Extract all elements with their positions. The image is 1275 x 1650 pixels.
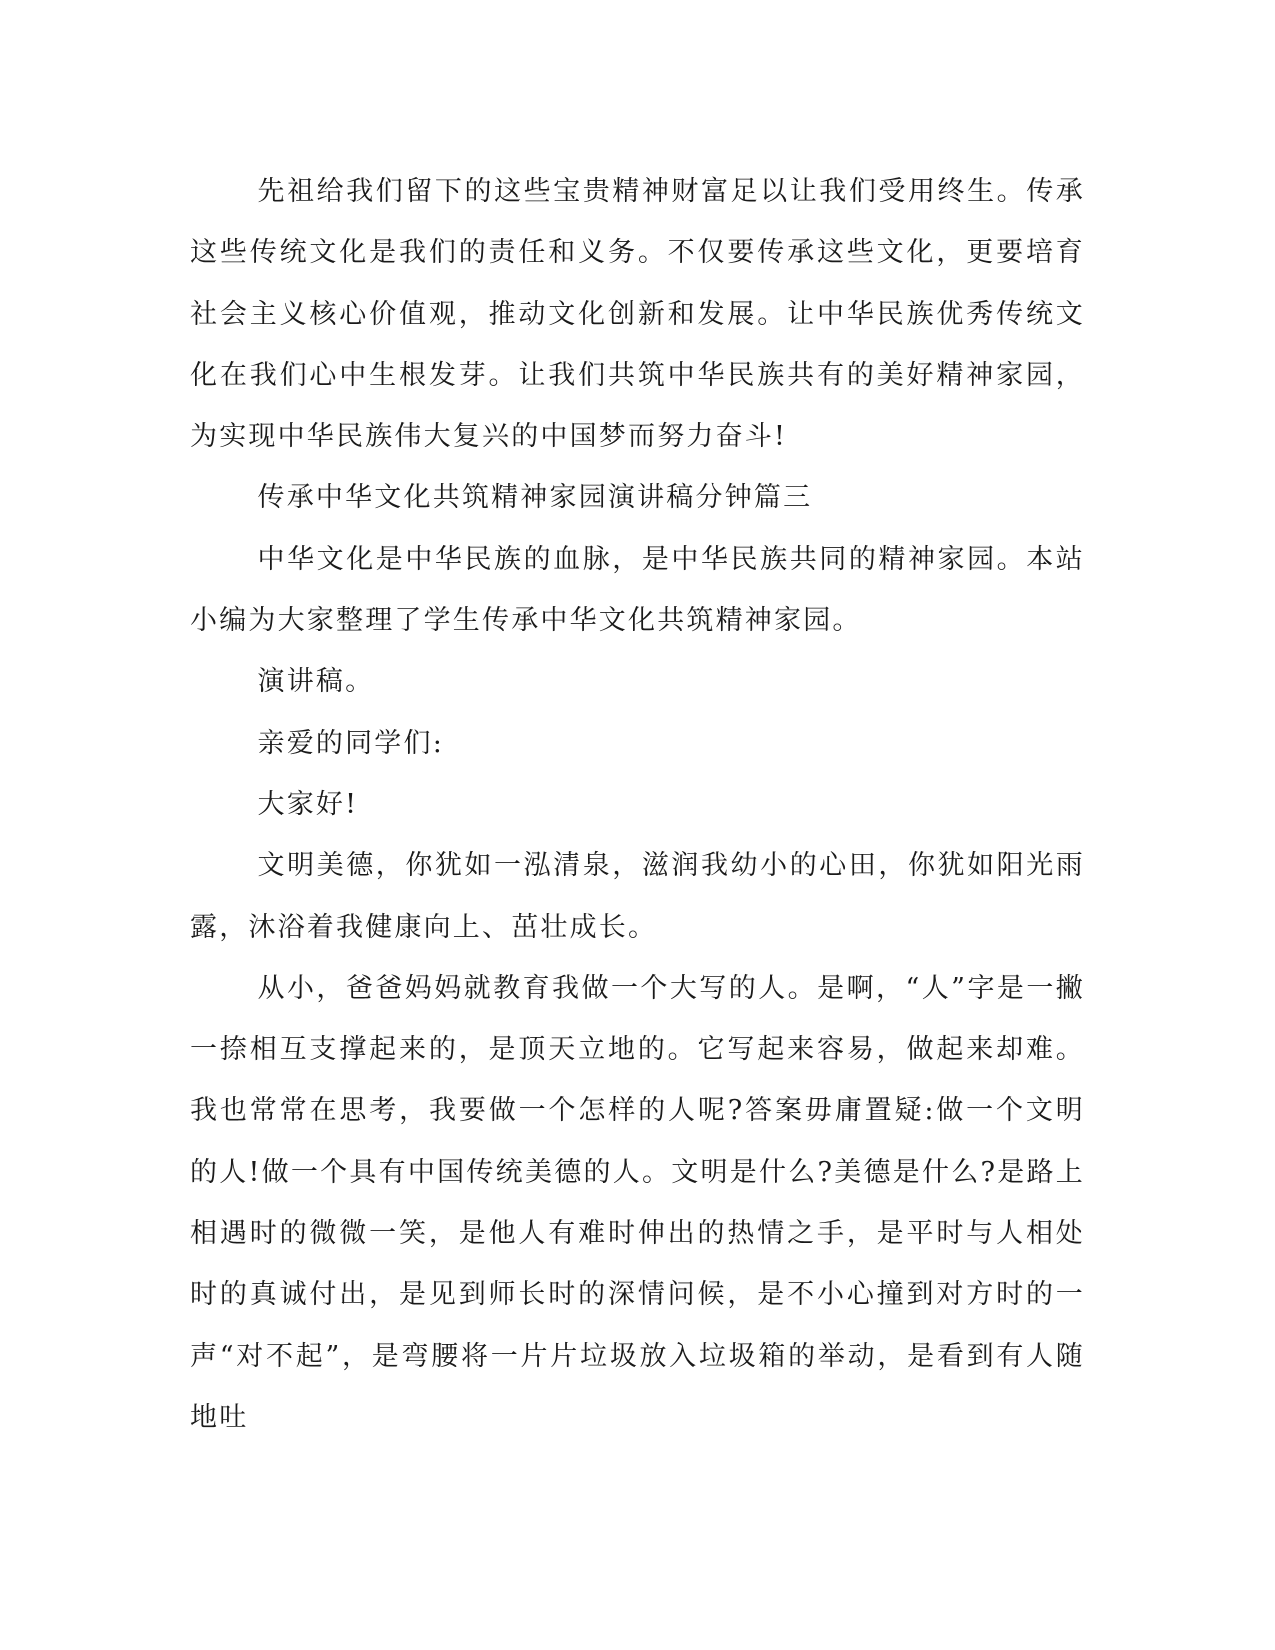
- section-title: 传承中华文化共筑精神家园演讲稿分钟篇三: [257, 482, 813, 514]
- document-body: [190, 161, 1085, 1448]
- paragraph-upbringing: 从小，爸爸妈妈就教育我做一个大写的人。是啊，“人”字是一撇一捺相互支撑起来的，是顶天立地的。它写起来容易，做起来却难。我也常常在思考，我要做一个怎样的人呢?答案毋庸置疑:做一个文明的人!做一个具有中国传统美德的人。文明是什么?美德是什么?是路上相遇时的微微一笑，是他人有难时伸出的热情之手，是平时与人相处时的真诚付出，是见到师长时的深情问候，是不小心撞到对方时的一声“对不起”，是弯腰将一片片垃圾放入垃圾箱的举动，是看到有人随地吐: [190, 972, 1085, 1433]
- paragraph-greeting: 大家好!: [257, 788, 359, 820]
- paragraph-speech-label: 演讲稿。: [257, 666, 375, 698]
- paragraph-heritage-conclusion: 先祖给我们留下的这些宝贵精神财富足以让我们受用终生。传承这些传统文化是我们的责任和义务。不仅要传承这些文化，更要培育社会主义核心价值观，推动文化创新和发展。让中华民族优秀传统文化在我们心中生根发芽。让我们共筑中华民族共有的美好精神家园，为实现中华民族伟大复兴的中国梦而努力奋斗!: [190, 176, 1085, 453]
- paragraph-virtue: 文明美德，你犹如一泓清泉，滋润我幼小的心田，你犹如阳光雨露，沐浴着我健康向上、茁壮成长。: [190, 850, 1085, 943]
- paragraph-intro: 中华文化是中华民族的血脉，是中华民族共同的精神家园。本站小编为大家整理了学生传承中华文化共筑精神家园。: [190, 543, 1085, 637]
- paragraph-salutation: 亲爱的同学们:: [257, 727, 444, 759]
